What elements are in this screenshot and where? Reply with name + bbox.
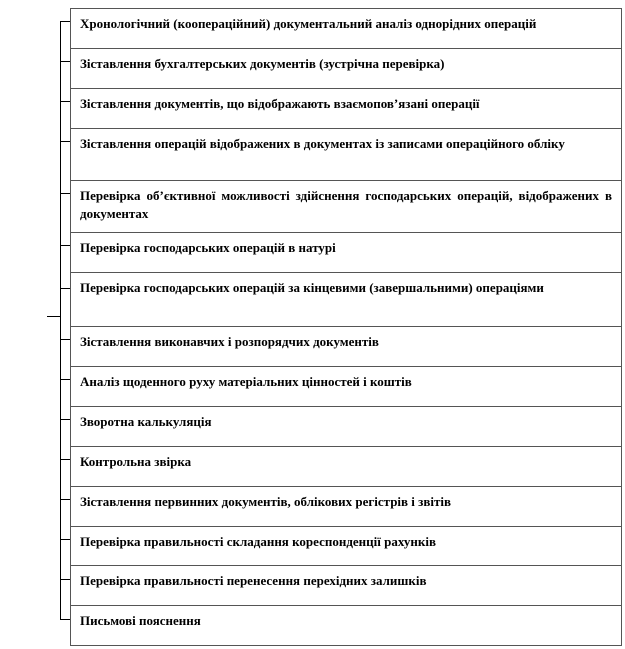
bracket-tick-13: [60, 539, 70, 540]
bracket-tick-9: [60, 379, 70, 380]
method-box-3: Зіставлення документів, що відображають взаємопов’язані операції: [70, 88, 622, 130]
bracket-tick-14: [60, 579, 70, 580]
method-box-15: Письмові пояснення: [70, 605, 622, 646]
bracket-tick-12: [60, 499, 70, 500]
method-box-5: Перевірка об’єктивної можливості здійснення господарських операцій, відображених в документах: [70, 180, 622, 233]
bracket-vertical-line: [60, 21, 61, 619]
bracket-tick-15: [60, 619, 70, 620]
method-box-6: Перевірка господарських операцій в натурі: [70, 232, 622, 274]
bracket-tick-10: [60, 419, 70, 420]
bracket-tick-5: [60, 193, 70, 194]
bracket-tick-4: [60, 141, 70, 142]
bracket-tick-1: [60, 21, 70, 22]
bracket-tick-6: [60, 245, 70, 246]
method-box-8: Зіставлення виконавчих і розпорядчих документів: [70, 326, 622, 368]
bracket-tick-8: [60, 339, 70, 340]
method-box-11: Контрольна звірка: [70, 446, 622, 488]
method-box-7: Перевірка господарських операцій за кінцевими (завершальними) операціями: [70, 272, 622, 328]
bracket-tick-7: [60, 288, 70, 289]
bracket-tick-11: [60, 459, 70, 460]
method-box-14: Перевірка правильності перенесення перехідних залишків: [70, 565, 622, 607]
method-box-2: Зіставлення бухгалтерських документів (зустрічна перевірка): [70, 48, 622, 90]
method-box-4: Зіставлення операцій відображених в документах із записами операційного обліку: [70, 128, 622, 181]
method-box-13: Перевірка правильності складання кореспонденції рахунків: [70, 526, 622, 568]
method-box-1: Хронологічний (кооперaційний) документальний аналіз однорідних операцій: [70, 8, 622, 50]
bracket-tick-2: [60, 61, 70, 62]
bracket-horizontal-stub: [47, 316, 61, 317]
bracket-tick-3: [60, 101, 70, 102]
method-box-9: Аналіз щоденного руху матеріальних цінностей і коштів: [70, 366, 622, 408]
method-box-12: Зіставлення первинних документів, облікових регістрів і звітів: [70, 486, 622, 528]
method-box-10: Зворотна калькуляція: [70, 406, 622, 448]
